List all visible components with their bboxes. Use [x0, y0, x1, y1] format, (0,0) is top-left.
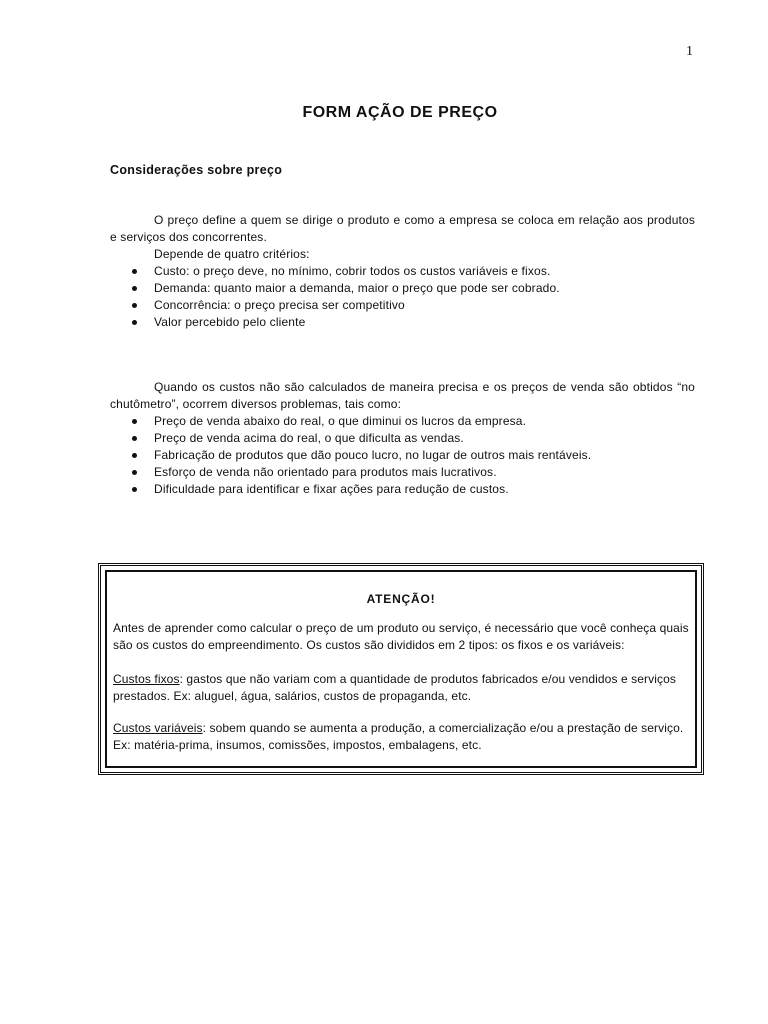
- criteria-item: [132, 314, 560, 331]
- attention-intro: Antes de aprender como calcular o preço de um produto ou serviço, é necessário que você conheça quais são os custos do empreendimento. Os custos são divididos em 2 tipos: os fixos e os variáveis:: [113, 621, 689, 652]
- fixed-costs-term: Custos fixos: [113, 672, 180, 686]
- criteria-item-text: Demanda: quanto maior a demanda, maior o preço que pode ser cobrado.: [154, 281, 560, 295]
- bullet-icon: [132, 269, 137, 274]
- bullet-icon: [132, 453, 137, 458]
- variable-costs-text: : sobem quando se aumenta a produção, a comercialização e/ou a prestação de serviço. Ex: matéria-prima, insumos, comissões, impostos, embalagens, etc.: [113, 721, 684, 752]
- criteria-item-text: Valor percebido pelo cliente: [154, 315, 306, 329]
- bullet-icon: [132, 487, 137, 492]
- problems-list: [132, 413, 591, 498]
- bullet-icon: [132, 286, 137, 291]
- problems-paragraph: Quando os custos não são calculados de maneira precisa e os preços de venda são obtidos “no chutômetro”, ocorrem diversos problemas, tais como:: [110, 380, 695, 411]
- fixed-costs-definition: [113, 671, 693, 705]
- page-number: 1: [686, 44, 693, 59]
- bullet-icon: [132, 303, 137, 308]
- criteria-item: [132, 280, 560, 297]
- problem-item: [132, 430, 591, 447]
- section-heading: Considerações sobre preço: [110, 163, 283, 177]
- bullet-icon: [132, 320, 137, 325]
- variable-costs-definition: [113, 720, 693, 754]
- attention-title: ATENÇÃO!: [366, 592, 436, 606]
- document-title: FORM AÇÃO DE PREÇO: [302, 104, 498, 121]
- bullet-icon: [132, 419, 137, 424]
- criteria-intro-line: Depende de quatro critérios:: [154, 247, 310, 261]
- attention-box-inner: [105, 570, 697, 768]
- criteria-item-text: Concorrência: o preço precisa ser competitivo: [154, 298, 405, 312]
- criteria-item: [132, 297, 560, 314]
- problem-item: [132, 447, 591, 464]
- bullet-icon: [132, 470, 137, 475]
- problem-item-text: Dificuldade para identificar e fixar ações para redução de custos.: [154, 482, 509, 496]
- intro-paragraph: O preço define a quem se dirige o produto e como a empresa se coloca em relação aos produtos e serviços dos concorrentes.: [110, 213, 695, 244]
- problem-item-text: Preço de venda abaixo do real, o que diminui os lucros da empresa.: [154, 414, 527, 428]
- problem-item-text: Preço de venda acima do real, o que dificulta as vendas.: [154, 431, 464, 445]
- variable-costs-term: Custos variáveis: [113, 721, 203, 735]
- problem-item: [132, 464, 591, 481]
- problem-item-text: Fabricação de produtos que dão pouco lucro, no lugar de outros mais rentáveis.: [154, 448, 592, 462]
- criteria-item-text: Custo: o preço deve, no mínimo, cobrir todos os custos variáveis e fixos.: [154, 264, 551, 278]
- criteria-item: [132, 263, 560, 280]
- problem-item-text: Esforço de venda não orientado para produtos mais lucrativos.: [154, 465, 497, 479]
- attention-box: [98, 563, 704, 775]
- problem-item: [132, 481, 591, 498]
- problem-item: [132, 413, 591, 430]
- criteria-list: [132, 263, 560, 331]
- bullet-icon: [132, 436, 137, 441]
- fixed-costs-text: : gastos que não variam com a quantidade de produtos fabricados e/ou vendidos e serviços prestados. Ex: aluguel, água, salários, custos de propaganda, etc.: [113, 672, 676, 703]
